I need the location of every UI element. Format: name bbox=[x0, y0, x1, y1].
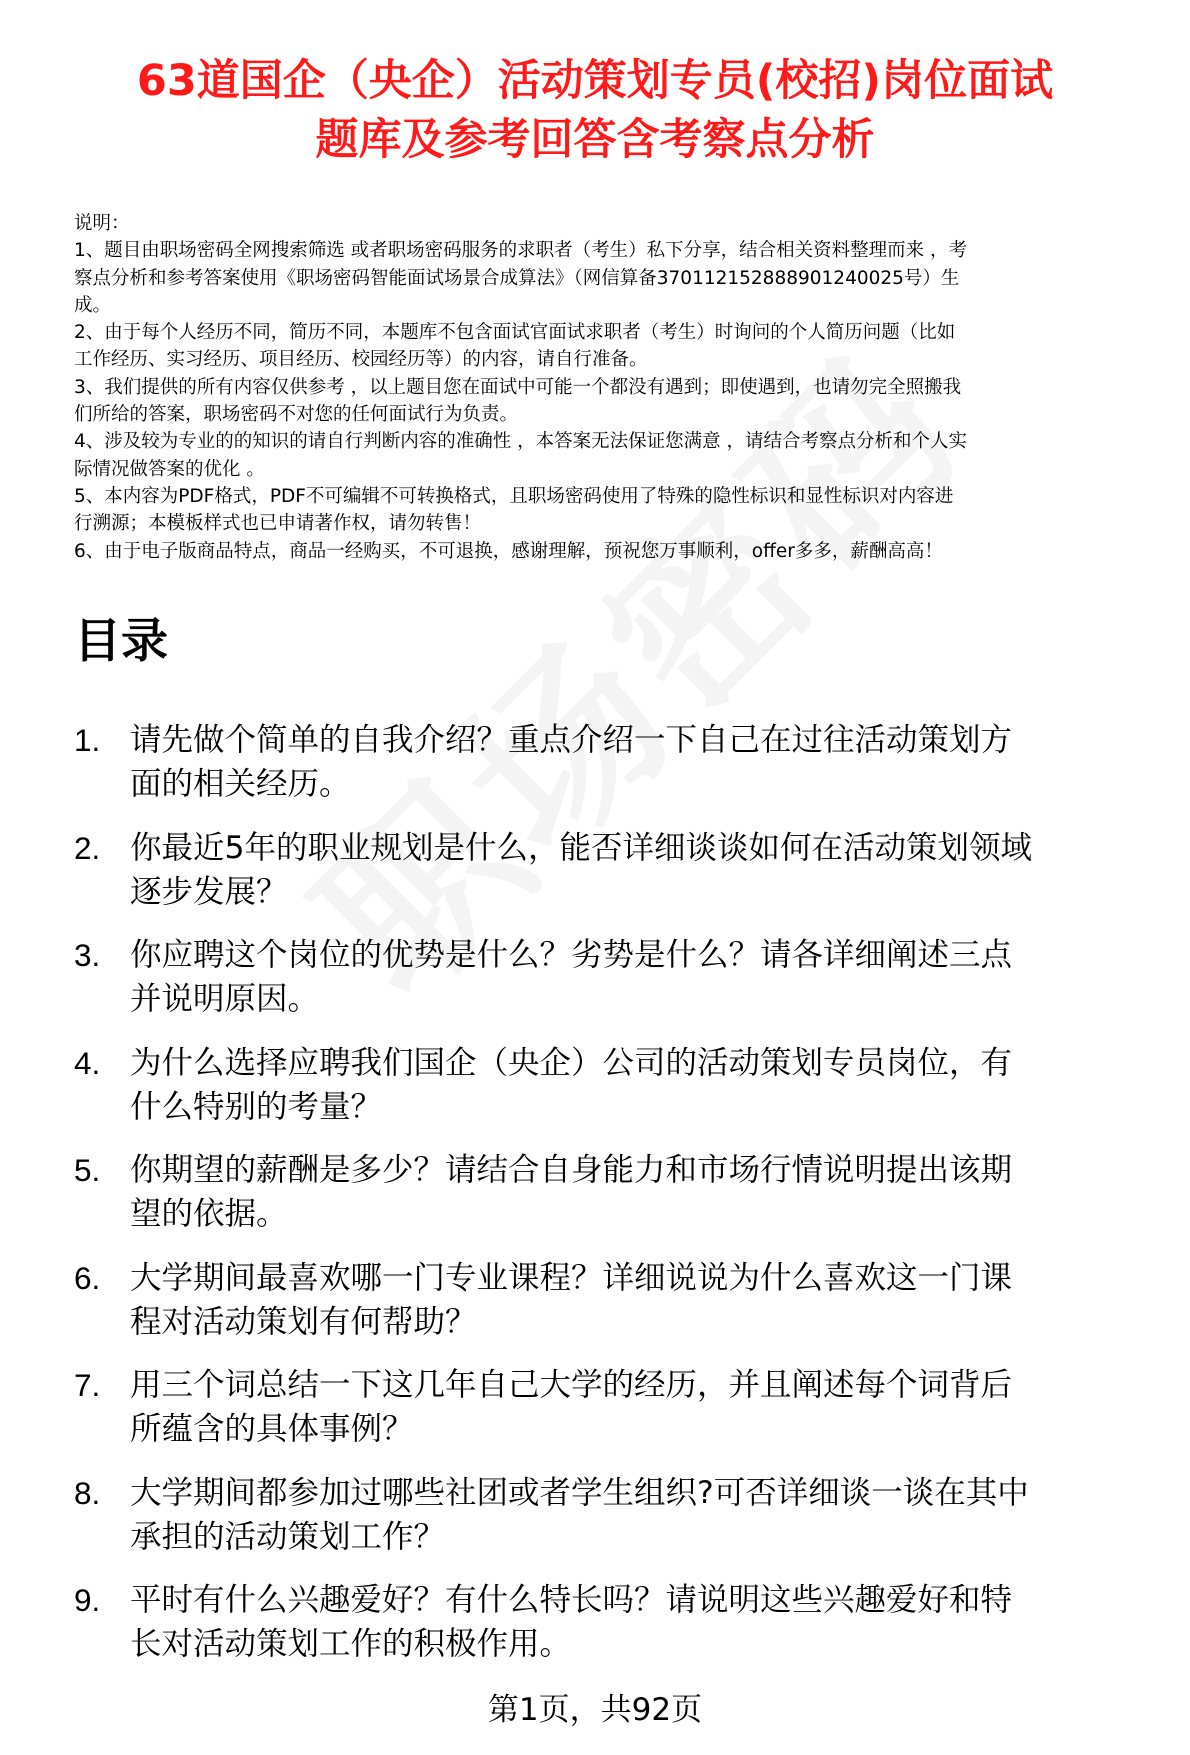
toc-item-text bbox=[130, 1578, 1164, 1666]
notes-line: 际情况做答案的优化 。 bbox=[74, 458, 265, 480]
toc-item-text bbox=[130, 1363, 1164, 1451]
toc-item-number: 6. bbox=[74, 1259, 101, 1296]
toc-item-number: 7. bbox=[74, 1367, 101, 1403]
page-footer: 第1页，共92页 bbox=[487, 1692, 703, 1728]
toc-item-number: 1. bbox=[74, 722, 101, 758]
toc-item-line: 用三个词总结一下这几年自己大学的经历，并且阐述每个词背后 bbox=[130, 1367, 1013, 1403]
toc-item-text bbox=[130, 1471, 1164, 1559]
toc-item-line: 长对活动策划工作的积极作用。 bbox=[130, 1626, 572, 1662]
toc-item-line: 逐步发展？ bbox=[130, 873, 288, 910]
toc-item-line: 你期望的薪酬是多少？请结合自身能力和市场行情说明提出该期 bbox=[130, 1152, 1013, 1188]
toc-item-number: 9. bbox=[74, 1582, 101, 1618]
toc-item-line: 大学期间最喜欢哪一门专业课程？详细说说为什么喜欢这一门课 bbox=[130, 1259, 1013, 1296]
toc-item[interactable] bbox=[74, 826, 1164, 914]
notes-line: 1、题目由职场密码全网搜索筛选 或者职场密码服务的求职者（考生）私下分享，结合相关资料整理而来 ，考 bbox=[74, 240, 968, 262]
toc-list bbox=[74, 718, 1164, 1686]
notes-line: 3、我们提供的所有内容仅供参考 ，以上题目您在面试中可能一个都没有遇到；即使遇到，也请勿完全照搬我 bbox=[74, 376, 962, 398]
toc-item-number: 2. bbox=[74, 829, 101, 866]
toc-item-text bbox=[130, 1041, 1164, 1129]
toc-item-text bbox=[130, 1148, 1164, 1236]
toc-item[interactable] bbox=[74, 1578, 1164, 1666]
toc-item[interactable] bbox=[74, 1363, 1164, 1451]
toc-item-text bbox=[130, 718, 1164, 806]
toc-item-line: 什么特别的考量？ bbox=[130, 1088, 383, 1125]
toc-item[interactable] bbox=[74, 933, 1164, 1021]
toc-item[interactable] bbox=[74, 1041, 1164, 1129]
toc-item-line: 大学期间都参加过哪些社团或者学生组织?可否详细谈一谈在其中 bbox=[130, 1474, 1029, 1511]
toc-item-line: 所蕴含的具体事例？ bbox=[130, 1411, 414, 1447]
notes-line: 4、涉及较为专业的的知识的请自行判断内容的准确性 ，本答案无法保证您满意 ，请结合考察点分析和个人实 bbox=[74, 431, 968, 453]
toc-item-number: 5. bbox=[74, 1152, 101, 1188]
toc-item-line: 面的相关经历。 bbox=[130, 766, 351, 802]
notes-section bbox=[74, 210, 1159, 565]
toc-item-line: 为什么选择应聘我们国企（央企）公司的活动策划专员岗位，有 bbox=[130, 1044, 1013, 1081]
toc-item-line: 并说明原因。 bbox=[130, 981, 320, 1017]
notes-line: 2、由于每个人经历不同，简历不同，本题库不包含面试官面试求职者（考生）时询问的个人简历问题（比如 bbox=[74, 322, 956, 344]
notes-line: 工作经历、实习经历、项目经历、校园经历等）的内容，请自行准备。 bbox=[74, 349, 648, 371]
toc-item-line: 你应聘这个岗位的优势是什么？劣势是什么？请各详细阐述三点 bbox=[130, 937, 1013, 973]
toc-item[interactable] bbox=[74, 718, 1164, 806]
toc-item-text bbox=[130, 826, 1164, 914]
toc-item[interactable] bbox=[74, 1148, 1164, 1236]
toc-item-line: 你最近5年的职业规划是什么，能否详细谈谈如何在活动策划领域 bbox=[130, 829, 1033, 866]
toc-item-line: 平时有什么兴趣爱好？有什么特长吗？请说明这些兴趣爱好和特 bbox=[130, 1582, 1013, 1618]
notes-line: 察点分析和参考答案使用《职场密码智能面试场景合成算法》（网信算备370112152888901240025号）生 bbox=[74, 267, 960, 289]
toc-item-line: 承担的活动策划工作？ bbox=[130, 1518, 446, 1555]
toc-heading: 目录 bbox=[74, 614, 168, 669]
notes-line: 们所给的答案，职场密码不对您的任何面试行为负责。 bbox=[74, 404, 519, 426]
toc-item-text bbox=[130, 933, 1164, 1021]
toc-item-number: 3. bbox=[74, 937, 101, 973]
toc-item-line: 请先做个简单的自我介绍？重点介绍一下自己在过往活动策划方 bbox=[130, 722, 1013, 758]
toc-item-number: 8. bbox=[74, 1474, 101, 1511]
toc-item-text bbox=[130, 1256, 1164, 1344]
notes-line: 行溯源；本模板样式也已申请著作权，请勿转售！ bbox=[74, 513, 482, 535]
toc-item-line: 望的依据。 bbox=[130, 1196, 288, 1232]
toc-item[interactable] bbox=[74, 1471, 1164, 1559]
notes-line: 成。 bbox=[74, 294, 112, 316]
toc-item-line: 程对活动策划有何帮助？ bbox=[130, 1303, 477, 1340]
notes-heading: 说明： bbox=[74, 213, 130, 234]
document-title bbox=[40, 52, 1150, 170]
title-line-2: 题库及参考回答含考察点分析 bbox=[315, 115, 875, 165]
notes-line: 6、由于电子版商品特点，商品一经购买，不可退换，感谢理解，预祝您万事顺利，offer多多，薪酬高高！ bbox=[74, 540, 943, 562]
toc-item[interactable] bbox=[74, 1256, 1164, 1344]
notes-line: 5、本内容为PDF格式，PDF不可编辑不可转换格式，且职场密码使用了特殊的隐性标识和显性标识对内容进 bbox=[74, 485, 954, 507]
toc-item-number: 4. bbox=[74, 1044, 101, 1081]
title-line-1: 63道国企（央企）活动策划专员(校招)岗位面试 bbox=[136, 56, 1054, 106]
